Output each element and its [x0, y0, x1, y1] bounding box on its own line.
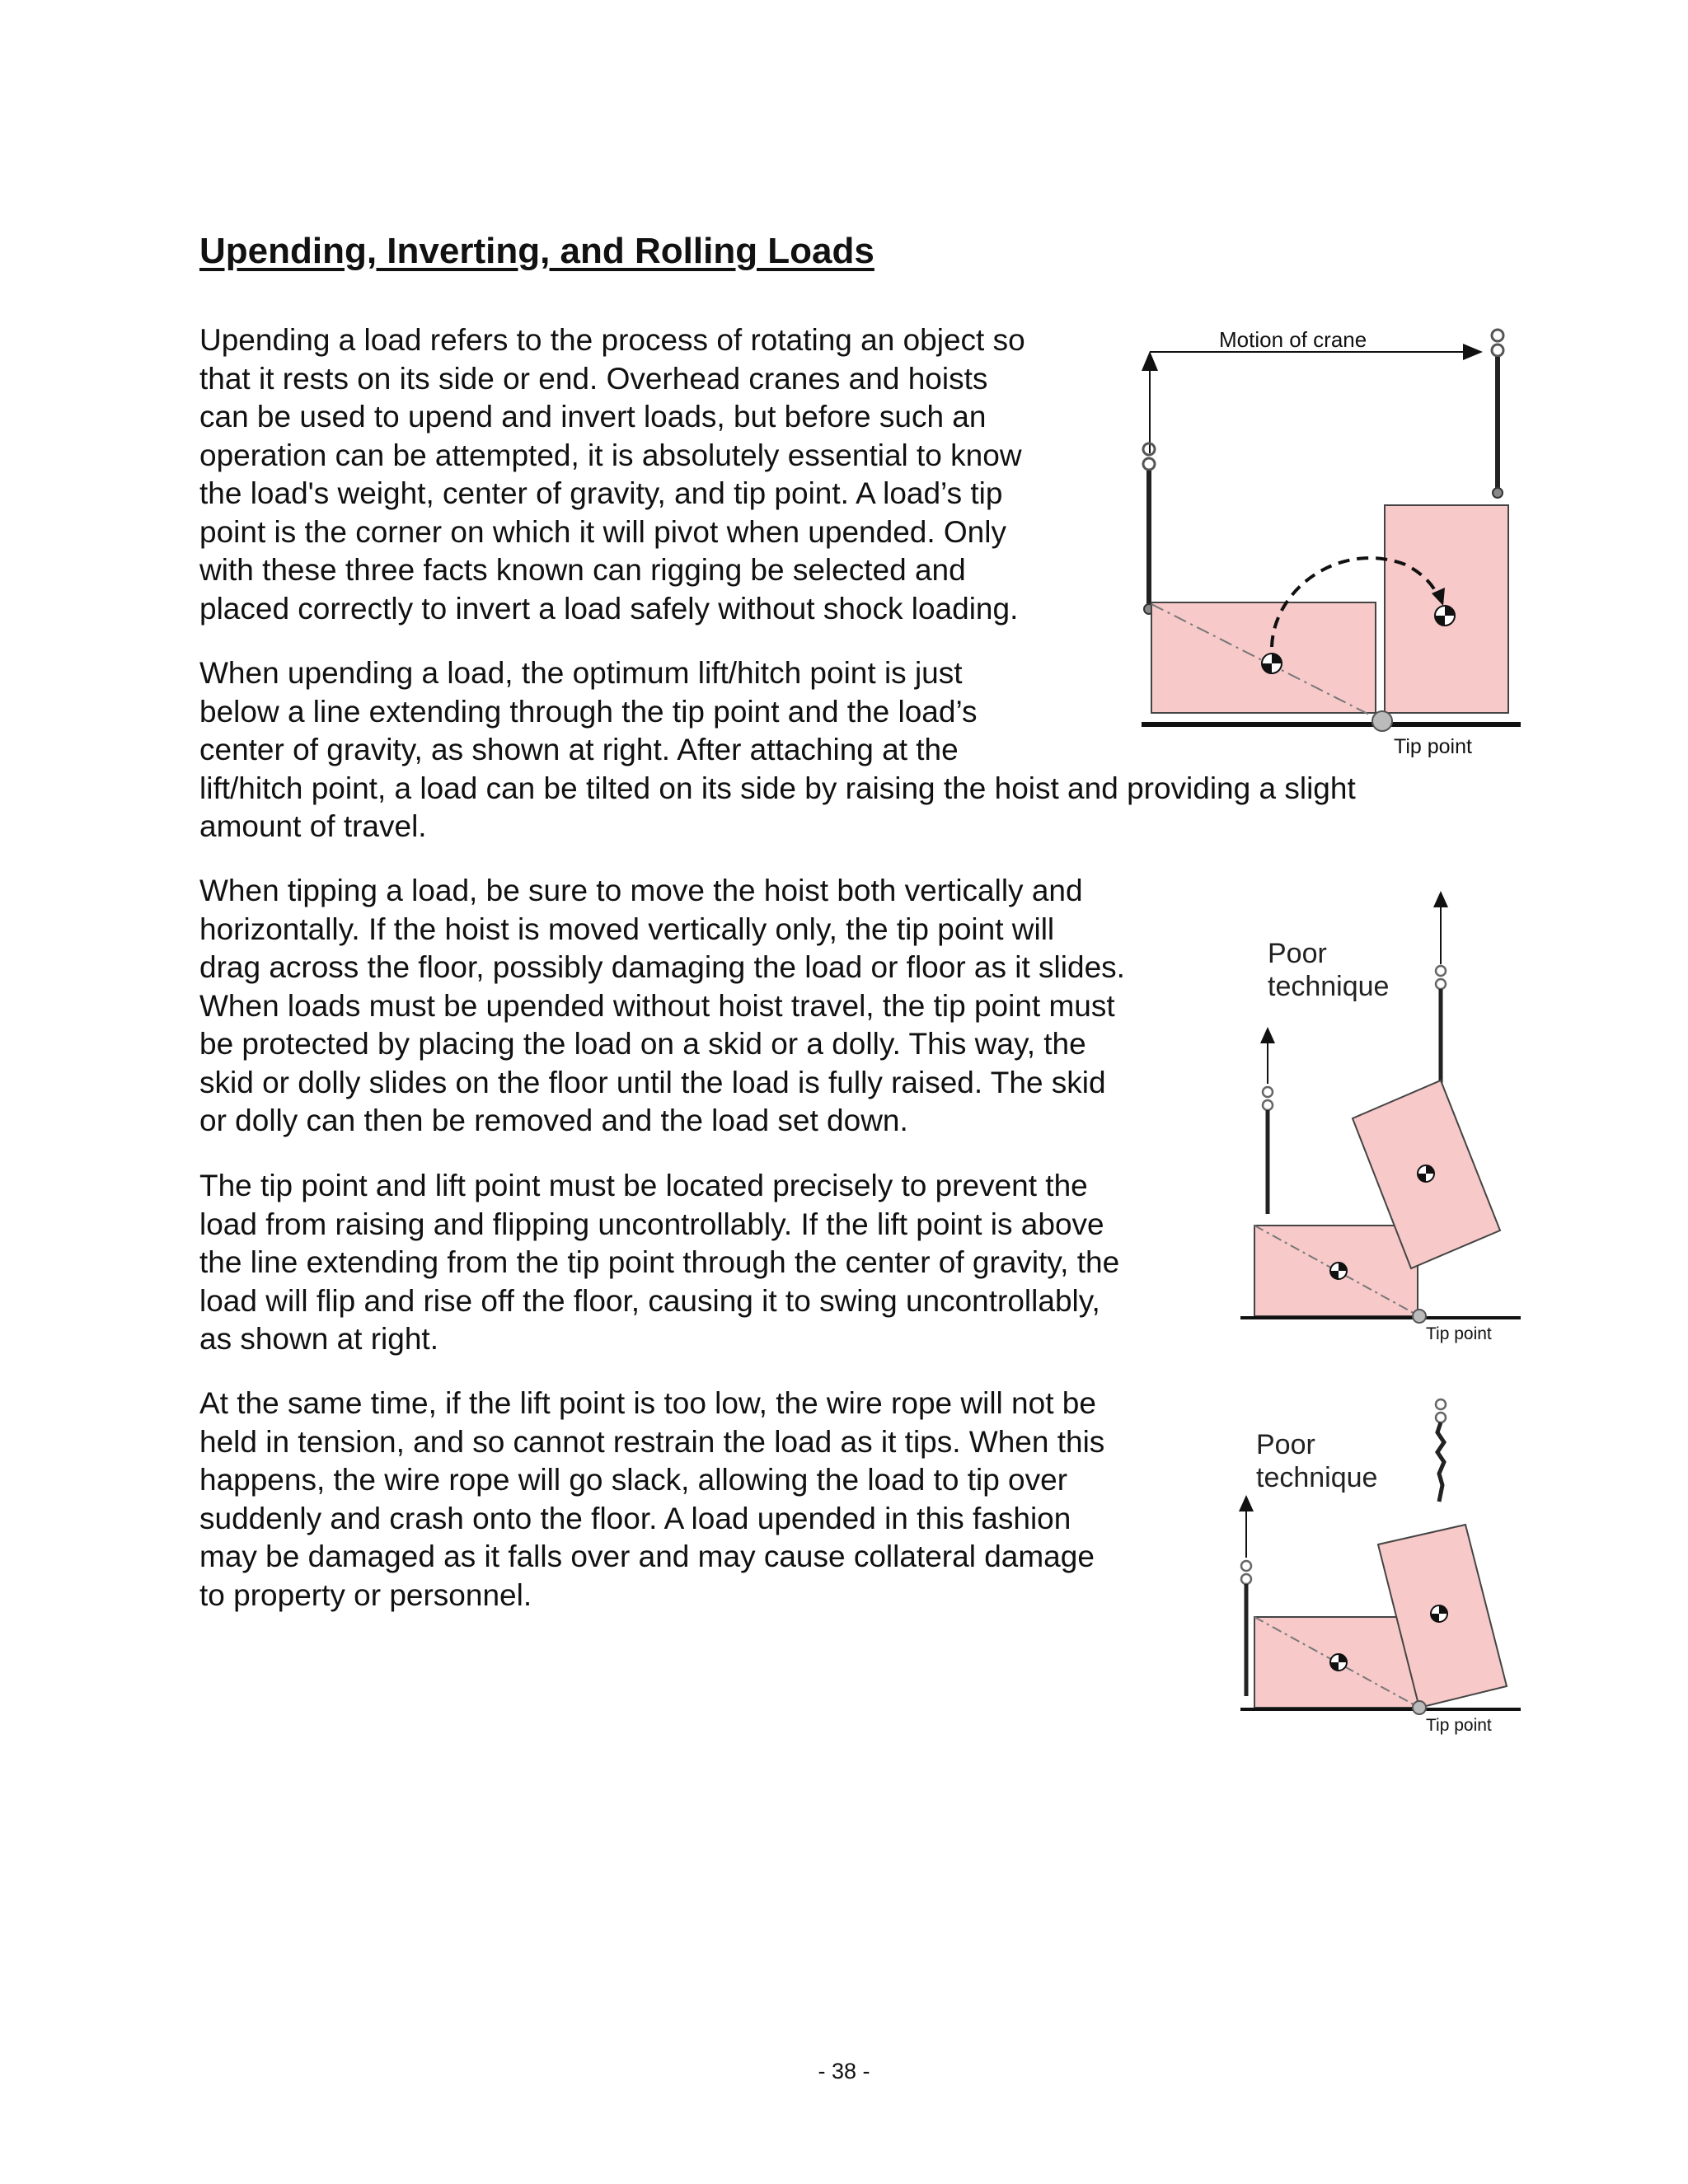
text-line: or dolly can then be removed and the load set down. — [199, 1104, 908, 1137]
paragraph-5 — [199, 1385, 1104, 1615]
text-line: that it rests on its side or end. Overhead cranes and hoists — [199, 361, 988, 396]
text-line: suddenly and crash onto the floor. A load upended in this fashion — [199, 1501, 1071, 1535]
text-line: When upending a load, the optimum lift/hitch point is just — [199, 656, 963, 690]
text-line: to property or personnel. — [199, 1577, 532, 1612]
text-line: Upending a load refers to the process of rotating an object so — [199, 323, 1025, 357]
text-line: happens, the wire rope will go slack, allowing the load to tip over — [199, 1463, 1068, 1497]
text-line: may be damaged as it falls over and may cause collateral damage — [199, 1540, 1095, 1573]
paragraph-3 — [199, 872, 1125, 1141]
hook-icon — [1263, 1087, 1273, 1110]
tip-point-marker — [1372, 711, 1392, 731]
text-line: be protected by placing the load on a skid or a dolly. This way, the — [199, 1027, 1086, 1061]
text-line: the line extending from the tip point through the center of gravity, the — [199, 1245, 1120, 1279]
poor-technique-label-line2: technique — [1256, 1462, 1378, 1493]
hook-icon — [1241, 1561, 1251, 1584]
hook-icon — [1492, 330, 1503, 356]
text-line: held in tension, and so cannot restrain the load as it tips. When this — [199, 1424, 1105, 1459]
text-line: placed correctly to invert a load safely without shock loading. — [199, 591, 1019, 626]
text-line: When loads must be upended without hoist travel, the tip point must — [199, 988, 1115, 1023]
text-line: skid or dolly slides on the floor until the load is fully raised. The skid — [199, 1065, 1106, 1099]
text-line: load from raising and flipping uncontrollably. If the lift point is above — [199, 1207, 1104, 1241]
center-of-gravity-icon — [1330, 1654, 1347, 1671]
text-line: as shown at right. — [199, 1322, 438, 1356]
tip-point-label: Tip point — [1426, 1716, 1492, 1735]
tip-point-marker — [1413, 1701, 1426, 1714]
motion-of-crane-label: Motion of crane — [1219, 327, 1367, 352]
upending-diagram — [1133, 317, 1529, 762]
center-of-gravity-icon — [1262, 654, 1282, 673]
tip-point-label: Tip point — [1394, 735, 1472, 758]
poor-technique-label-line1: Poor — [1268, 938, 1327, 969]
text-line: load will flip and rise off the floor, causing it to swing uncontrollably, — [199, 1283, 1100, 1318]
text-line: At the same time, if the lift point is too low, the wire rope will not be — [199, 1386, 1096, 1420]
slack-wire-rope — [1437, 1422, 1444, 1502]
text-line: horizontally. If the hoist is moved vertically only, the tip point will — [199, 912, 1055, 946]
tip-point-label: Tip point — [1426, 1324, 1492, 1343]
page-title: Upending, Inverting, and Rolling Loads — [199, 231, 874, 271]
tip-point-marker — [1413, 1310, 1426, 1323]
text-line: When tipping a load, be sure to move the hoist both vertically and — [199, 874, 1083, 907]
poor-technique-flip-diagram — [1236, 886, 1525, 1356]
text-line: center of gravity, as shown at right. After attaching at the — [199, 733, 959, 766]
text-line: below a line extending through the tip point and the load’s — [199, 694, 978, 729]
page-number: - 38 - — [818, 2059, 870, 2083]
text-line: the load's weight, center of gravity, and tip point. A load’s tip — [199, 476, 1003, 510]
text-line: point is the corner on which it will pivot when upended. Only — [199, 514, 1006, 549]
center-of-gravity-icon — [1330, 1263, 1347, 1279]
center-of-gravity-icon — [1431, 1605, 1447, 1622]
poor-technique-label-line2: technique — [1268, 971, 1390, 1002]
text-line: amount of travel. — [199, 809, 427, 843]
text-line: with these three facts known can rigging be selected and — [199, 553, 966, 587]
text-line: can be used to upend and invert loads, but before such an — [199, 400, 987, 434]
hook-icon — [1436, 1399, 1446, 1422]
text-line: operation can be attempted, it is absolutely essential to know — [199, 438, 1022, 472]
paragraph-4 — [199, 1167, 1119, 1359]
text-line: drag across the floor, possibly damaging the load or floor as it slides. — [199, 950, 1125, 984]
center-of-gravity-icon — [1418, 1165, 1434, 1182]
poor-technique-label-line1: Poor — [1256, 1429, 1315, 1460]
text-line: The tip point and lift point must be located precisely to prevent the — [199, 1169, 1088, 1202]
poor-technique-slack-diagram — [1236, 1393, 1525, 1739]
hook-icon — [1436, 966, 1446, 989]
text-line: lift/hitch point, a load can be tilted on its side by raising the hoist and providing a slight — [199, 771, 1356, 805]
paragraph-1 — [199, 321, 1025, 628]
center-of-gravity-icon — [1435, 606, 1455, 626]
